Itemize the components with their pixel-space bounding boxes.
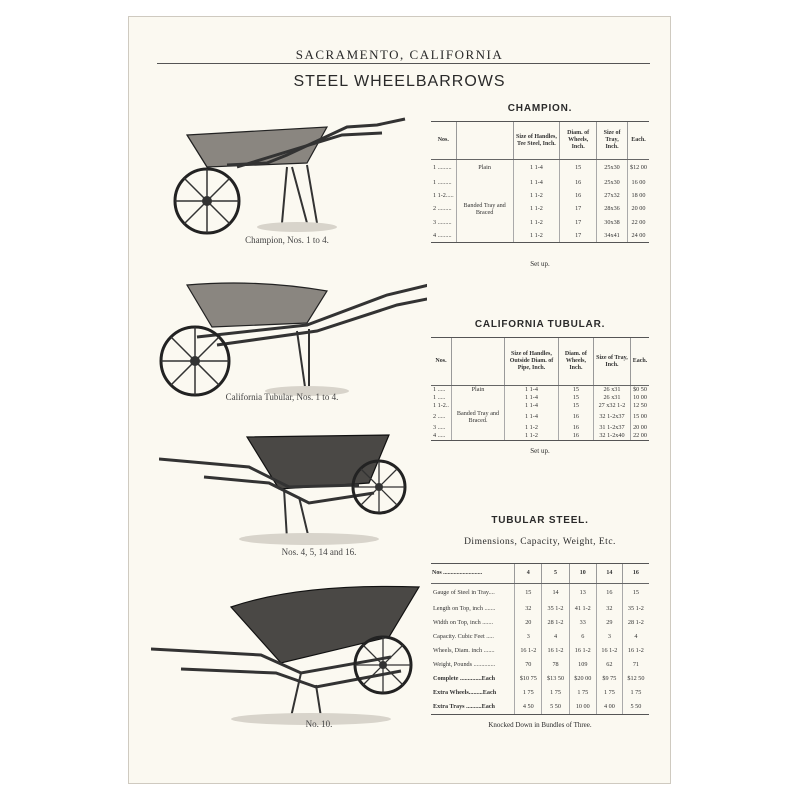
column-header: Diam. of Wheels, Inch. xyxy=(560,122,597,160)
header-rule xyxy=(157,63,650,64)
champion-wheelbarrow-illustration xyxy=(167,105,407,245)
table-row: 1 ......... 1 1-4 16 25x30 16 00 xyxy=(431,176,649,189)
page-title: STEEL WHEELBARROWS xyxy=(293,73,506,90)
table-row: 3 ......... 1 1-2 17 30x38 22 00 xyxy=(431,216,649,229)
table-row: Weight, Pounds .............. 70 78 109 62 71 xyxy=(431,658,649,672)
column-header: Size of Handles, Tee Steel, Inch. xyxy=(513,122,560,160)
column-header: 10 xyxy=(569,564,596,584)
california-tubular-wheelbarrow-illustration xyxy=(157,265,427,405)
column-header: Nos .......................... xyxy=(431,564,515,584)
illustration-caption: California Tubular, Nos. 1 to 4. xyxy=(225,392,339,402)
column-header xyxy=(456,122,513,160)
column-header: Nos. xyxy=(431,338,451,386)
table-row: Gauge of Steel in Tray.... 15 14 13 16 15 xyxy=(431,584,649,602)
column-header: Diam. of Wheels, Inch. xyxy=(558,338,593,386)
page-header-place: SACRAMENTO, CALIFORNIA xyxy=(295,47,504,62)
california-tubular-section-title: CALIFORNIA TUBULAR. xyxy=(474,319,606,330)
column-header: Size of Tray, Inch. xyxy=(593,338,630,386)
table-row: Capacity. Cubic Feet ..... 3 4 6 3 4 xyxy=(431,630,649,644)
table-row: 1 1-2.. 1 1-4 15 27 x32 1-2 12 50 xyxy=(431,402,649,410)
column-header xyxy=(451,338,504,386)
no-10-wheelbarrow-illustration xyxy=(151,577,421,727)
column-header: 4 xyxy=(515,564,542,584)
table-note: Knocked Down in Bundles of Three. xyxy=(488,721,592,729)
column-header: Size of Tray, Inch. xyxy=(597,122,628,160)
table-row: 3 ..... 1 1-2 16 31 1-2x37 20 00 xyxy=(431,424,649,432)
column-header: Nos. xyxy=(431,122,456,160)
california-tubular-price-table xyxy=(431,337,649,441)
table-note: Set up. xyxy=(530,260,550,268)
column-header: 5 xyxy=(542,564,569,584)
table-row: 2 ......... Banded Tray and Braced 1 1-2 17 28x36 20 00 xyxy=(431,202,649,216)
illustration-caption: No. 10. xyxy=(305,719,333,729)
table-row: Wheels, Diam. inch ....... 16 1-2 16 1-2 16 1-2 16 1-2 16 1-2 xyxy=(431,644,649,658)
champion-section-title: CHAMPION. xyxy=(507,103,573,114)
tubular-steel-subtitle: Dimensions, Capacity, Weight, Etc. xyxy=(464,537,616,547)
table-row: Length on Top, inch ....... 32 35 1-2 41 1-2 32 35 1-2 xyxy=(431,602,649,616)
illustration-caption: Champion, Nos. 1 to 4. xyxy=(245,235,329,245)
table-row: 1 ......... Plain 1 1-4 15 25x30 $12 00 xyxy=(431,160,649,176)
table-row: Width on Top, inch ....... 20 28 1-2 33 29 28 1-2 xyxy=(431,616,649,630)
column-header: Each. xyxy=(627,122,649,160)
column-header: Size of Handles, Outside Diam. of Pipe, Inch. xyxy=(504,338,558,386)
table-row: 2 ..... Banded Tray and Braced. 1 1-4 16 32 1-2x37 15 00 xyxy=(431,410,649,424)
column-header: Each. xyxy=(631,338,649,386)
table-row: 4 ..... 1 1-2 16 32 1-2x40 22 00 xyxy=(431,432,649,441)
champion-price-table xyxy=(431,121,649,243)
catalog-page xyxy=(128,16,671,784)
tubular-steel-spec-table xyxy=(431,563,649,715)
tubular-steel-section-title: TUBULAR STEEL. xyxy=(491,515,589,526)
table-row: 4 ......... 1 1-2 17 34x41 24 00 xyxy=(431,229,649,243)
table-row: Complete ..............Each $10 75 $13 50 $20 00 $9 75 $12 50 xyxy=(431,672,649,686)
table-row: Extra Wheels.........Each 1 75 1 75 1 75 1 75 1 75 xyxy=(431,686,649,700)
column-header: 14 xyxy=(596,564,622,584)
table-row: 1 ..... Plain 1 1-4 15 26 x31 $0 50 xyxy=(431,386,649,394)
table-note: Set up. xyxy=(530,447,550,455)
column-header: 16 xyxy=(622,564,649,584)
table-row: Extra Trays ..........Each 4 50 5 50 10 00 4 00 5 50 xyxy=(431,700,649,715)
table-row: 1 ..... 1 1-4 15 26 x31 10 00 xyxy=(431,394,649,402)
table-row: 1 1-2..... 1 1-2 16 27x32 18 00 xyxy=(431,189,649,202)
tubular-steel-wheelbarrow-illustration xyxy=(159,427,409,547)
illustration-caption: Nos. 4, 5, 14 and 16. xyxy=(281,547,357,557)
